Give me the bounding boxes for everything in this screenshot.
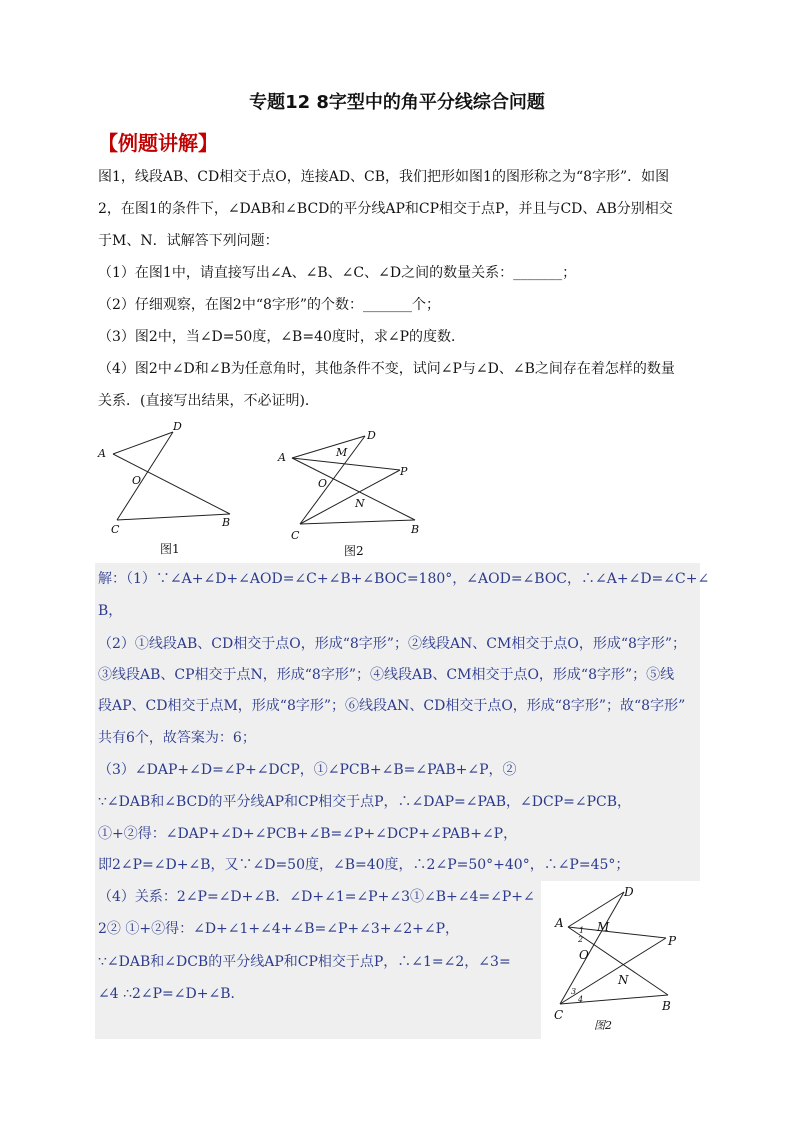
problem-line: （4）图2中∠D和∠B为任意角时，其他条件不变，试问∠P与∠D、∠B之间存在着怎样的数量 — [98, 361, 675, 377]
fig1-label: O — [132, 474, 142, 487]
problem-line: （1）在图1中，请直接写出∠A、∠B、∠C、∠D之间的数量关系：_______； — [98, 265, 577, 281]
fig1-label: B — [222, 516, 231, 529]
figure-1-caption: 图1 — [160, 542, 180, 556]
fig3-label: A — [555, 916, 564, 930]
solution-line: 共有6个，故答案为：6； — [98, 730, 256, 746]
solution-line: ∵∠DAB和∠DCB的平分线AP和CP相交于点P，∴∠1=∠2，∠3= — [98, 954, 511, 970]
fig3-label: B — [662, 999, 671, 1013]
fig3-angle-label: 1 — [579, 926, 585, 935]
fig3-angle-label: 3 — [571, 987, 577, 996]
fig2-label: P — [400, 465, 408, 478]
fig1-label: D — [173, 420, 182, 433]
solution-line: ③线段AB、CP相交于点N，形成“8字形”；④线段AB、CM相交于点O，形成“8字形”；⑤线 — [98, 667, 675, 683]
figure-3 — [548, 880, 698, 1035]
solution-line: 即2∠P=∠D+∠B，又∵∠D=50度，∠B=40度，∴2∠P=50°+40°，∴∠P=45°； — [98, 857, 630, 873]
fig2-label: O — [318, 477, 328, 490]
solution-line: ∵∠DAB和∠BCD的平分线AP和CP相交于点P，∴∠DAP=∠PAB，∠DCP=∠PCB， — [98, 794, 632, 810]
problem-line: 图1，线段AB、CD相交于点O，连接AD、CB，我们把形如图1的图形称之为“8字形”．如图 — [98, 169, 670, 185]
figure-2-caption: 图2 — [344, 544, 364, 558]
problem-line: （2）仔细观察，在图2中“8字形”的个数：_______个； — [98, 297, 441, 313]
solution-line: B， — [98, 603, 123, 619]
solution-line: 解：（1）∵∠A+∠D+∠AOD=∠C+∠B+∠BOC=180°，∠AOD=∠BOC，∴∠A+∠D=∠C+∠ — [98, 571, 710, 587]
problem-line: 于M、N．试解答下列问题： — [98, 233, 279, 249]
fig3-label: M — [597, 920, 610, 934]
fig3-label: P — [668, 934, 677, 948]
fig2-label: M — [336, 446, 348, 459]
solution-line: ∠4 ∴2∠P=∠D+∠B． — [98, 986, 245, 1002]
fig2-label: B — [411, 523, 420, 536]
fig3-label: N — [618, 973, 629, 987]
fig1-label: A — [98, 447, 106, 460]
problem-line: （3）图2中，当∠D=50度，∠B=40度时，求∠P的度数． — [98, 329, 466, 345]
fig1-label: C — [111, 523, 120, 536]
solution-line: 段AP、CD相交于点M，形成“8字形”；⑥线段AN、CD相交于点O，形成“8字形”；故“8字形” — [98, 698, 686, 714]
section-heading: 【例题讲解】 — [98, 131, 218, 155]
solution-line: （3）∠DAP+∠D=∠P+∠DCP，①∠PCB+∠B=∠PAB+∠P，② — [98, 762, 517, 778]
fig2-label: A — [278, 451, 286, 464]
solution-line: 2② ①+②得：∠D+∠1+∠4+∠B=∠P+∠3+∠2+∠P， — [98, 921, 460, 937]
fig2-label: D — [367, 429, 376, 442]
fig3-label: D — [624, 885, 634, 899]
fig3-label: C — [554, 1008, 564, 1022]
fig3-angle-label: 4 — [578, 995, 584, 1004]
problem-line: 关系．(直接写出结果，不必证明)． — [98, 393, 319, 409]
fig2-label: C — [291, 529, 300, 542]
page-title: 专题12 8字型中的角平分线综合问题 — [249, 92, 545, 113]
solution-line: ①+②得：∠DAP+∠D+∠PCB+∠B=∠P+∠DCP+∠PAB+∠P， — [98, 826, 518, 842]
figure-2 — [275, 425, 425, 545]
fig2-label: N — [355, 497, 365, 510]
fig3-label: O — [579, 948, 589, 962]
figure-3-caption: 图2 — [594, 1019, 612, 1032]
fig3-angle-label: 2 — [578, 935, 584, 944]
problem-line: 2，在图1的条件下，∠DAB和∠BCD的平分线AP和CP相交于点P，并且与CD、AB分别相交 — [98, 201, 673, 217]
solution-line: （4）关系：2∠P=∠D+∠B．∠D+∠1=∠P+∠3①∠B+∠4=∠P+∠ — [98, 889, 535, 905]
figure-1 — [95, 418, 245, 538]
solution-line: （2）①线段AB、CD相交于点O，形成“8字形”；②线段AN、CM相交于点O，形成“8字形”； — [98, 636, 687, 652]
